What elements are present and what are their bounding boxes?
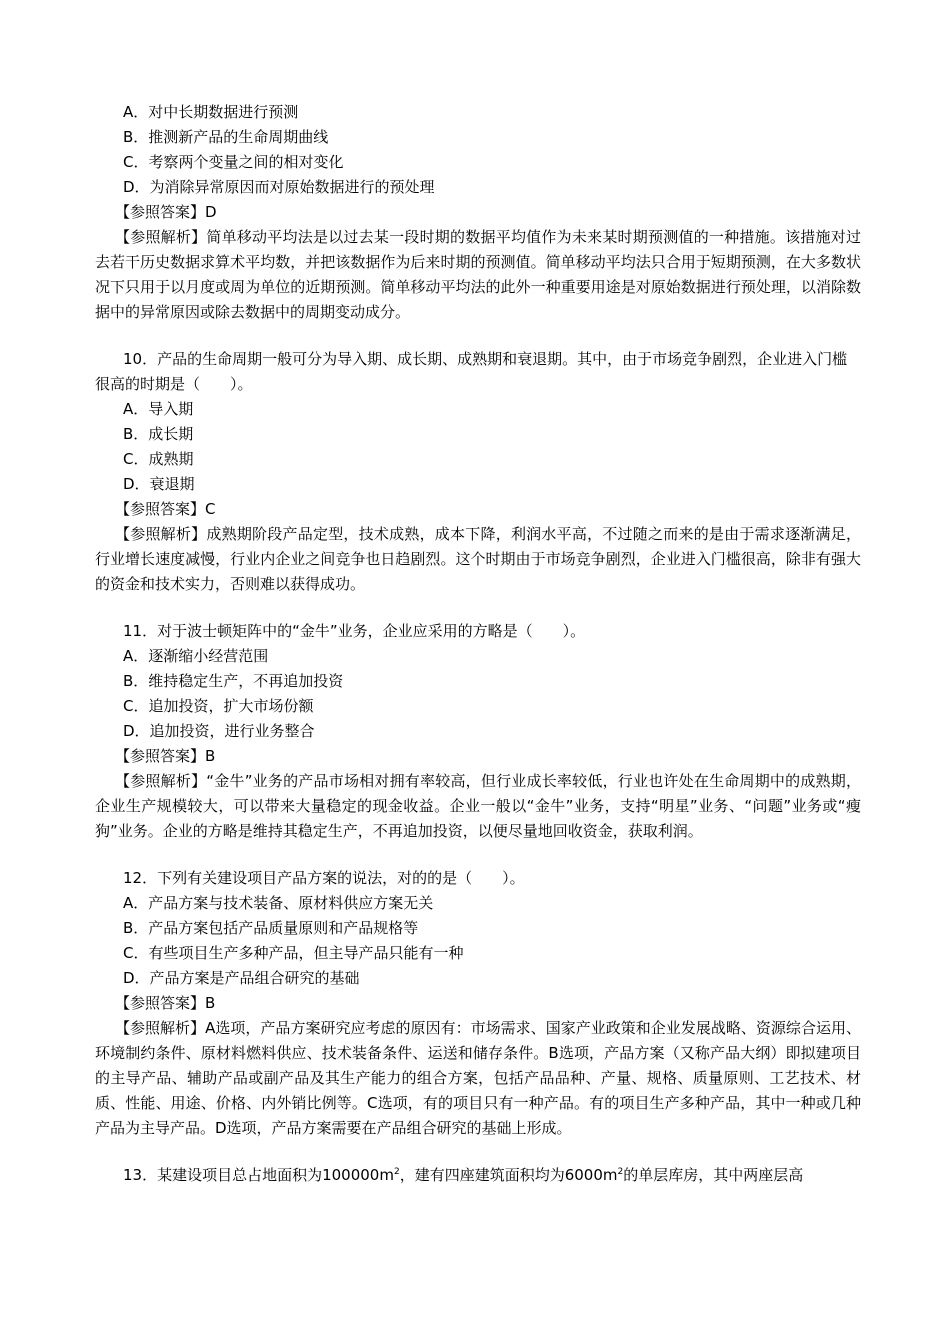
q12-answer: 【参照答案】B: [115, 994, 216, 1012]
q10-explanation: 【参照解析】成熟期阶段产品定型，技术成熟，成本下降，利润水平高，不过随之而来的是由于需求逐渐满足，行业增长速度减慢，行业内企业之间竞争也日趋剧烈。这个时期由于市场竞争剧烈，企业进入门槛很高，除非有强大的资金和技术实力，否则难以获得成功。: [95, 525, 861, 593]
q11-option-a: A．逐渐缩小经营范围: [123, 647, 269, 665]
q13-superscript-1: 2: [393, 1167, 400, 1177]
q12-option-b: B．产品方案包括产品质量原则和产品规格等: [123, 919, 419, 937]
question-10: [95, 347, 861, 597]
q9-answer: 【参照答案】D: [115, 203, 217, 221]
q11-option-b: B．维持稳定生产，不再追加投资: [123, 672, 344, 690]
q9-explanation: 【参照解析】简单移动平均法是以过去某一段时期的数据平均值作为未来某时期预测值的一种措施。该措施对过去若干历史数据求算术平均数，并把该数据作为后来时期的预测值。简单移动平均法只合用于短期预测，在大多数状况下只用于以月度或周为单位的近期预测。简单移动平均法的此外一种重要用途是对原始数据进行预处理，以消除数据中的异常原因或除去数据中的周期变动成分。: [95, 228, 861, 321]
question-11: [95, 619, 861, 844]
q10-option-b: B．成长期: [123, 425, 194, 443]
q10-option-a: A．导入期: [123, 400, 194, 418]
q9-option-c: C．考察两个变量之间的相对变化: [123, 153, 344, 171]
q13-stem-part3: 的单层库房，其中两座层高: [623, 1166, 804, 1184]
q12-option-d: D．产品方案是产品组合研究的基础: [123, 969, 360, 987]
q13-stem-part2: ，建有四座建筑面积均为6000m: [399, 1166, 618, 1184]
q11-option-d: D．追加投资，进行业务整合: [123, 722, 315, 740]
q10-stem: 10．产品的生命周期一般可分为导入期、成长期、成熟期和衰退期。其中，由于市场竞争剧烈，企业进入门槛很高的时期是（ ）。: [95, 350, 848, 393]
q10-option-c: C．成熟期: [123, 450, 194, 468]
q12-option-a: A．产品方案与技术装备、原材料供应方案无关: [123, 894, 434, 912]
q12-stem: 12．下列有关建设项目产品方案的说法，对的的是（ ）。: [123, 869, 525, 887]
page-content: [95, 100, 861, 1210]
q11-explanation: 【参照解析】“金牛”业务的产品市场相对拥有率较高，但行业成长率较低，行业也许处在生命周期中的成熟期，企业生产规模较大，可以带来大量稳定的现金收益。企业一般以“金牛”业务，支持“明星”业务、“问题”业务或“瘦狗”业务。企业的方略是维持其稳定生产，不再追加投资，以便尽量地回收资金，获取利润。: [95, 772, 861, 840]
q10-answer: 【参照答案】C: [115, 500, 216, 518]
q12-explanation: 【参照解析】A选项，产品方案研究应考虑的原因有：市场需求、国家产业政策和企业发展战略、资源综合运用、环境制约条件、原材料燃料供应、技术装备条件、运送和储存条件。B选项，产品方案（又称产品大纲）即拟建项目的主导产品、辅助产品或副产品及其生产能力的组合方案，包括产品品种、产量、规格、质量原则、工艺技术、材质、性能、用途、价格、内外销比例等。C选项，有的项目只有一种产品。有的项目生产多种产品，其中一种或几种产品为主导产品。D选项，产品方案需要在产品组合研究的基础上形成。: [95, 1019, 861, 1137]
q13-stem-part1: 13．某建设项目总占地面积为100000m: [123, 1166, 394, 1184]
question-13: [95, 1163, 861, 1188]
q13-stem: [95, 1163, 861, 1188]
q11-option-c: C．追加投资，扩大市场份额: [123, 697, 314, 715]
question-12: [95, 866, 861, 1141]
q11-stem: 11．对于波士顿矩阵中的“金牛”业务，企业应采用的方略是（ ）。: [123, 622, 586, 640]
q13-superscript-2: 2: [617, 1167, 624, 1177]
q9-option-b: B．推测新产品的生命周期曲线: [123, 128, 329, 146]
q9-option-d: D．为消除异常原因而对原始数据进行的预处理: [123, 178, 435, 196]
q11-answer: 【参照答案】B: [115, 747, 216, 765]
q12-option-c: C．有些项目生产多种产品，但主导产品只能有一种: [123, 944, 464, 962]
q10-option-d: D．衰退期: [123, 475, 195, 493]
question-9: [95, 100, 861, 325]
q9-option-a: A．对中长期数据进行预测: [123, 103, 299, 121]
